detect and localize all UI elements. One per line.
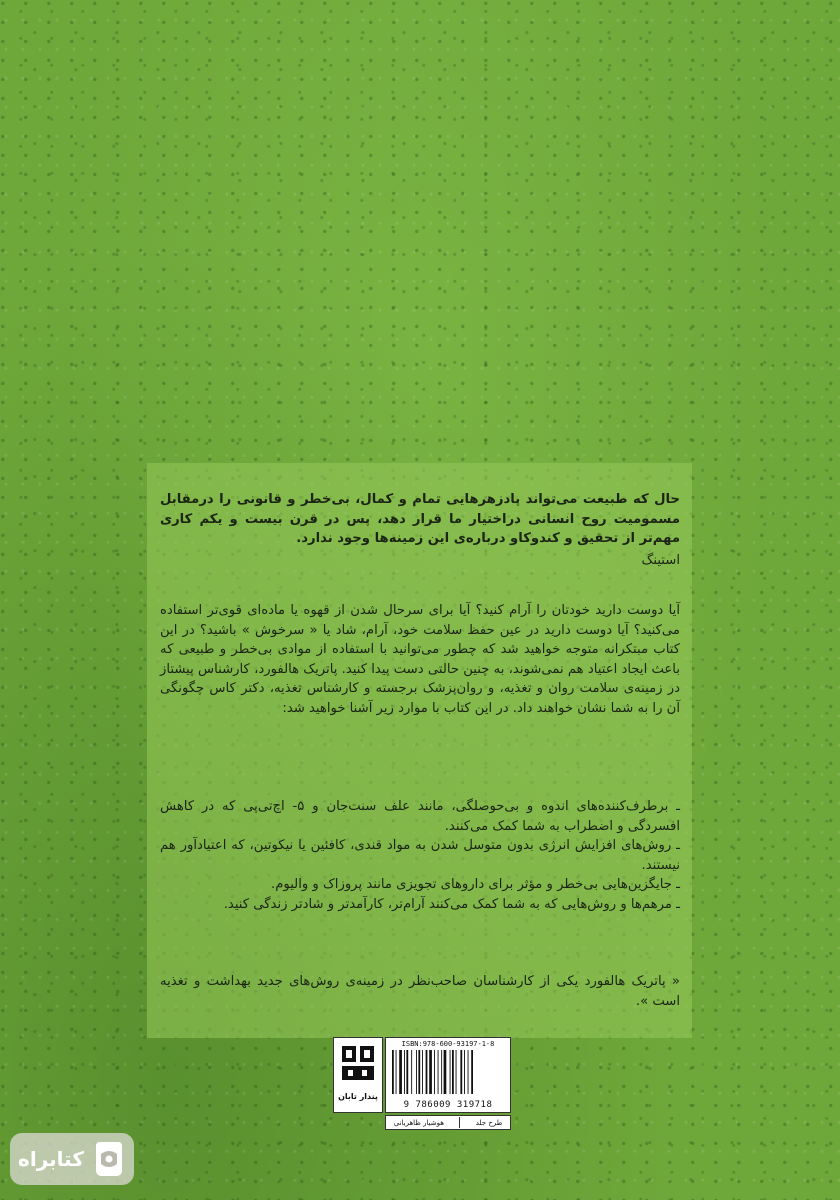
list-item: ـ برطرف‌کننده‌های اندوه و بی‌حوصلگی، مانند علف سنت‌جان و ۵- اچ‌تی‌پی که در کاهش افسردگی و اضطراب به شما کمک می‌کنند.	[160, 799, 680, 834]
publisher-mark-icon	[340, 1044, 376, 1084]
isbn-label: ISBN:978-600-93197-1-8	[401, 1040, 495, 1048]
cover-credit	[385, 1115, 511, 1130]
testimonial-quote: « پاتریک هالفورد یکی از کارشناسان صاحب‌نظر در زمینه‌ی روش‌های جدید بهداشت و تغذیه است ».	[160, 974, 680, 1009]
ketabrah-watermark	[10, 1133, 134, 1185]
credit-divider	[459, 1117, 460, 1128]
blurb-paragraph: آیا دوست دارید خودتان را آرام کنید؟ آیا برای سرحال شدن از قهوه یا ماده‌ای قوی‌تر استفاده می‌کنید؟ آیا دوست دارید در عین حفظ سلامت خود، آرام، شاد یا « سرخوش » باشید؟ در این کتاب مبتکرانه متوجه خواهید شد که چطور می‌توانید با استفاده از موادی بی‌خطر و طبیعی که باعث ایجاد اعتیاد هم نمی‌شوند، به چنین حالتی دست پیدا کنید. پاتریک هالفورد، کارشناس پیشتاز در زمینه‌ی سلامت روان و تغذیه، و روان‌پزشک برجسته و کارشناس تغذیه، دکتر کاس چگونگی آن را به شما نشان خواهند داد. در این کتاب با موارد زیر آشنا خواهید شد:	[160, 603, 680, 716]
epigraph-quote	[160, 490, 680, 570]
watermark-text: کتابراه	[18, 1147, 84, 1171]
publisher-logo	[333, 1037, 383, 1113]
list-item: ـ جایگزین‌هایی بی‌خطر و مؤثر برای داروهای تجویزی مانند پروزاک و والیوم.	[271, 877, 680, 892]
list-item: ـ مرهم‌ها و روش‌هایی که به شما کمک می‌کنند آرام‌تر، کارآمدتر و شادتر زندگی کنید.	[223, 896, 680, 912]
list-item: ـ روش‌های افزایش انرژی بدون متوسل شدن به مواد قندی، کافئین یا نیکوتین، که اعتیادآور هم نیستند.	[160, 838, 680, 873]
epigraph-author: استینگ	[641, 552, 680, 568]
epigraph-text: حال که طبیعت می‌تواند پادزهرهایی تمام و کمال، بی‌خطر و قانونی را درمقابل مسمومیت روح انسانی دراختیار ما قرار دهد، پس در قرن بیست و یکم کاری مهم‌تر از تحقیق و کندوکاو درباره‌ی این زمینه‌ها وجود ندارد.	[160, 492, 680, 546]
credit-role: طرح جلد	[475, 1118, 503, 1127]
book-bag-icon	[92, 1140, 126, 1178]
isbn-barcode	[385, 1037, 511, 1113]
publisher-name: پندار تابان	[338, 1092, 378, 1101]
barcode-number: 9 786009 319718	[403, 1100, 493, 1110]
benefits-list	[160, 797, 680, 914]
barcode-icon	[392, 1050, 504, 1094]
credit-designer: هوشیار ظاهریانی	[393, 1118, 444, 1127]
